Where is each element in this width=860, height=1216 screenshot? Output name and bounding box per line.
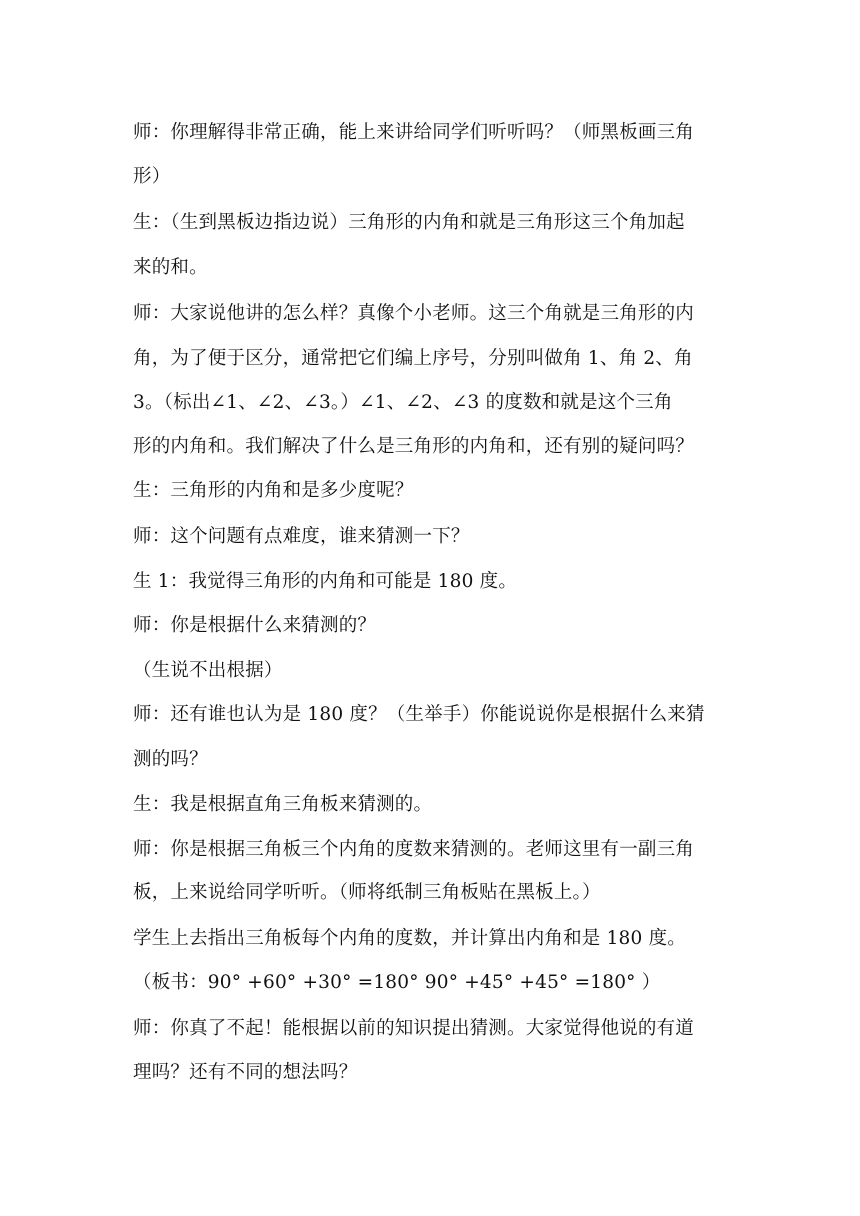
- text-line: 生 1：我觉得三角形的内角和可能是 180 度。: [133, 571, 518, 592]
- text-line: 师：你理解得非常正确，能上来讲给同学们听听吗？（师黑板画三角: [133, 122, 695, 143]
- text-line: 生：（生到黑板边指边说）三角形的内角和就是三角形这三个角加起: [133, 212, 685, 233]
- text-line: （生说不出根据）: [133, 660, 283, 681]
- text-line: 师：你真了不起！能根据以前的知识提出猜测。大家觉得他说的有道: [133, 1018, 695, 1039]
- text-line: 理吗？还有不同的想法吗？: [133, 1062, 358, 1083]
- text-line: 角，为了便于区分，通常把它们编上序号，分别叫做角 1、角 2、角: [133, 348, 693, 369]
- text-line: 形的内角和。我们解决了什么是三角形的内角和，还有别的疑问吗？: [133, 436, 695, 457]
- text-line: 师：大家说他讲的怎么样？真像个小老师。这三个角就是三角形的内: [133, 303, 695, 324]
- text-line: 来的和。: [133, 257, 208, 278]
- text-line: 师：你是根据三角板三个内角的度数来猜测的。老师这里有一副三角: [133, 839, 695, 860]
- text-line: 学生上去指出三角板每个内角的度数，并计算出内角和是 180 度。: [133, 928, 686, 949]
- text-line: 3。（标出∠1、∠2、∠3。）∠1、∠2、∠3 的度数和就是这个三角: [133, 392, 673, 413]
- text-line: 师：你是根据什么来猜测的？: [133, 615, 377, 636]
- text-line: 师：这个问题有点难度，谁来猜测一下？: [133, 526, 470, 547]
- text-line: 生：三角形的内角和是多少度呢？: [133, 480, 414, 501]
- text-line: 板，上来说给同学听听。（师将纸制三角板贴在黑板上。）: [133, 882, 601, 903]
- text-line: 生：我是根据直角三角板来猜测的。: [133, 794, 433, 815]
- text-line: 测的吗？: [133, 749, 208, 770]
- text-line: 形）: [133, 166, 171, 187]
- text-line: （板书：90° +60° +30° =180° 90° +45° +45° =180° ）: [133, 972, 661, 993]
- text-line: 师：还有谁也认为是 180 度？（生举手）你能说说你是根据什么来猜: [133, 704, 705, 725]
